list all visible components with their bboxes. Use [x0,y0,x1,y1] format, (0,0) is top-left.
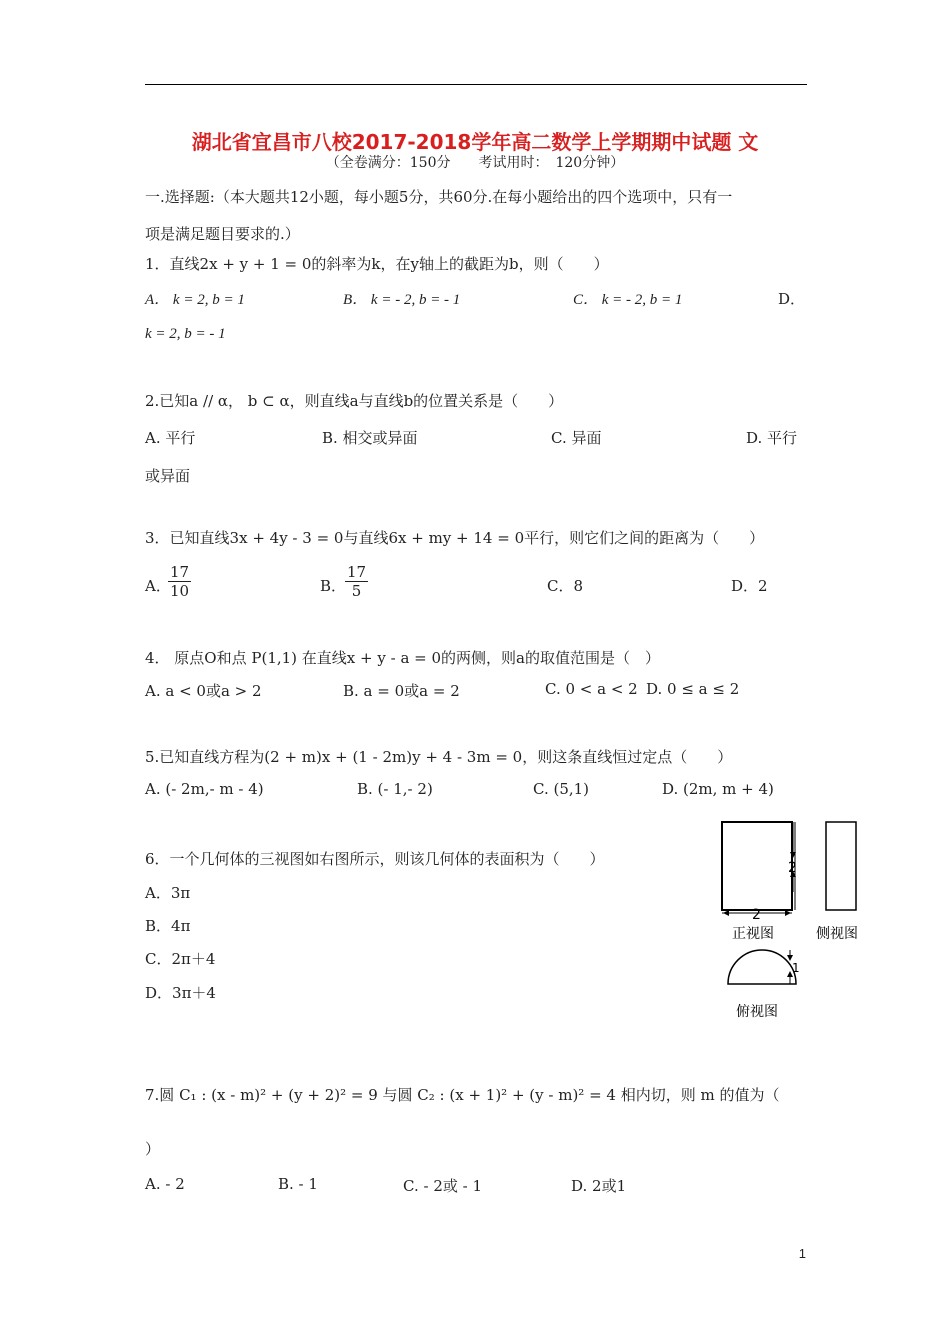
q6-stem: 6．一个几何体的三视图如右图所示，则该几何体的表面积为（ ） [145,850,605,868]
q6-option-d: D．3π＋4 [145,984,216,1002]
q1-option-a: A． k = 2, b = 1 [145,292,245,308]
q7-stem: 7.圆 C₁ : (x - m)² + (y + 2)² = 9 与圆 C₂ : (x + 1)² + (y - m)² = 4 相内切，则 m 的值为（ [145,1086,780,1104]
q4-option-a: A. a < 0或a > 2 [145,682,262,700]
header-rule [145,84,807,85]
exam-info: （全卷满分：150分 考试用时： 120分钟） [325,155,625,171]
q7-option-d: D. 2或1 [571,1177,627,1195]
top-view-label: 俯视图 [736,1004,778,1020]
q1-option-b: B． k = - 2, b = - 1 [343,292,461,308]
page-number: 1 [798,1246,806,1261]
top-view [728,950,800,984]
q3-option-a-label: A． [145,577,171,595]
q4-option-d: D. 0 ≤ a ≤ 2 [646,680,740,698]
q2-option-c: C. 异面 [551,429,602,447]
q2-option-b: B. 相交或异面 [322,429,418,447]
q1-option-d: k = 2, b = - 1 [145,326,226,342]
q3-a-denominator: 10 [170,582,190,600]
q5-stem: 5.已知直线方程为(2 + m)x + (1 - 2m)y + 4 - 3m = 0，则这条直线恒过定点（ ） [145,748,733,766]
front-view [722,822,795,913]
q6-option-b: B．4π [145,917,191,935]
q2-option-d-cont: 或异面 [145,467,191,485]
q3-option-a [168,563,191,600]
q3-option-c: C．8 [547,577,584,595]
q6-option-a: A．3π [145,884,191,902]
q5-option-b: B. (- 1,- 2) [357,780,433,798]
front-width-label: 2 [752,907,761,923]
three-view-figure [710,812,870,1027]
q3-a-numerator: 17 [170,563,190,581]
q1-stem: 1．直线2x + y + 1 = 0的斜率为k，在y轴上的截距为b，则（ ） [145,255,609,273]
q1-option-c: C． k = - 2, b = 1 [573,292,683,308]
q2-option-a: A. 平行 [145,429,196,447]
side-view-label: 侧视图 [816,926,858,942]
q7-option-b: B. - 1 [278,1175,318,1193]
front-height-label: 2 [788,860,797,876]
q3-option-b [345,563,368,600]
q2-option-d: D. 平行 [746,429,798,447]
page-title: 湖北省宜昌市八校2017-2018学年高二数学上学期期中试题 文 [191,130,759,154]
q7-stem-cont: ） [145,1140,161,1158]
q6-option-c: C．2π＋4 [145,950,216,968]
front-view-label: 正视图 [732,926,774,942]
q5-option-a: A. (- 2m,- m - 4) [145,780,264,798]
q7-option-c: C. - 2或 - 1 [403,1177,483,1195]
top-radius-label: 1 [792,961,800,975]
q1-option-d-label: D． [778,290,806,308]
q3-b-numerator: 17 [347,563,367,581]
section-intro-line2: 项是满足题目要求的.） [145,225,300,243]
q3-option-b-label: B． [320,577,347,595]
q3-option-d: D．2 [731,577,768,595]
q5-option-d: D. (2m, m + 4) [662,780,774,798]
q4-option-c: C. 0 < a < 2 [545,680,638,698]
section-intro-line1: 一.选择题:（本大题共12小题，每小题5分，共60分.在每小题给出的四个选项中，只有一 [145,188,733,206]
q3-b-denominator: 5 [351,582,362,600]
q4-stem: 4． 原点O和点 P(1,1) 在直线x + y - a = 0的两侧，则a的取值范围是（ ） [145,649,660,667]
q2-stem: 2.已知a // α， b ⊂ α，则直线a与直线b的位置关系是（ ） [145,392,564,410]
q7-option-a: A. - 2 [145,1175,185,1193]
side-view [826,822,856,910]
q4-option-b: B. a = 0或a = 2 [343,682,460,700]
q3-stem: 3．已知直线3x + 4y - 3 = 0与直线6x + my + 14 = 0平行，则它们之间的距离为（ ） [145,529,765,547]
q5-option-c: C. (5,1) [533,780,590,798]
